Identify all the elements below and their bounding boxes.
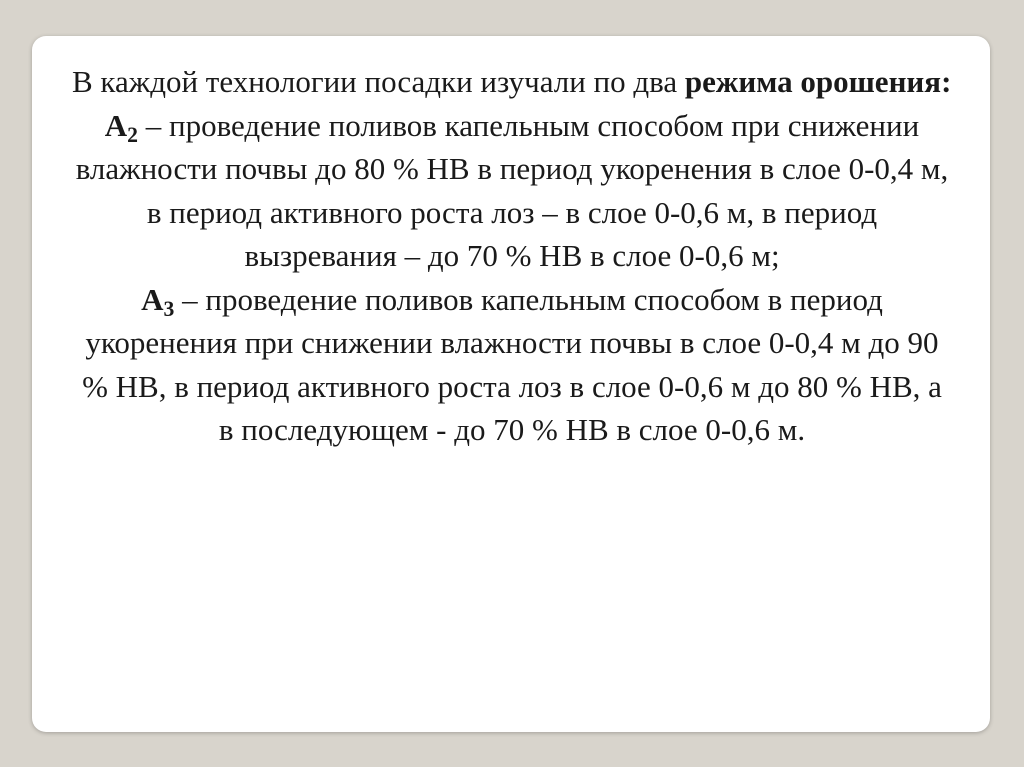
item-a2-label-subscript: 2 [127, 122, 139, 147]
slide-panel [32, 36, 990, 732]
intro-bold-text: режима орошения: [684, 64, 952, 99]
item-a2-paragraph [72, 104, 952, 278]
item-a3-label [141, 281, 175, 321]
item-a2-text: – проведение поливов капельным способом при снижении влажности почвы до 80 % НВ в период укоренения в слое 0-0,4 м, в период активного роста лоз – в слое 0-0,6 м, в период вызревания – до 70 % НВ в слое 0-0,6 м; [75, 107, 949, 273]
item-a3-label-subscript: 3 [163, 296, 175, 321]
item-a2-label-letter: А [104, 107, 128, 143]
item-a2-label [104, 107, 139, 147]
item-a3-paragraph [72, 278, 952, 452]
item-a3-text: – проведение поливов капельным способом в период укоренения при снижении влажности почвы в слое 0-0,4 м до 90 % НВ, в период активного роста лоз в слое 0-0,6 м до 80 % НВ, а в последующем - до 70 % НВ в слое 0-0,6 м. [82, 281, 942, 447]
slide-body [72, 60, 952, 452]
item-a3-label-letter: А [141, 281, 164, 317]
intro-paragraph [72, 60, 952, 104]
intro-text: В каждой технологии посадки изучали по два [72, 64, 685, 99]
